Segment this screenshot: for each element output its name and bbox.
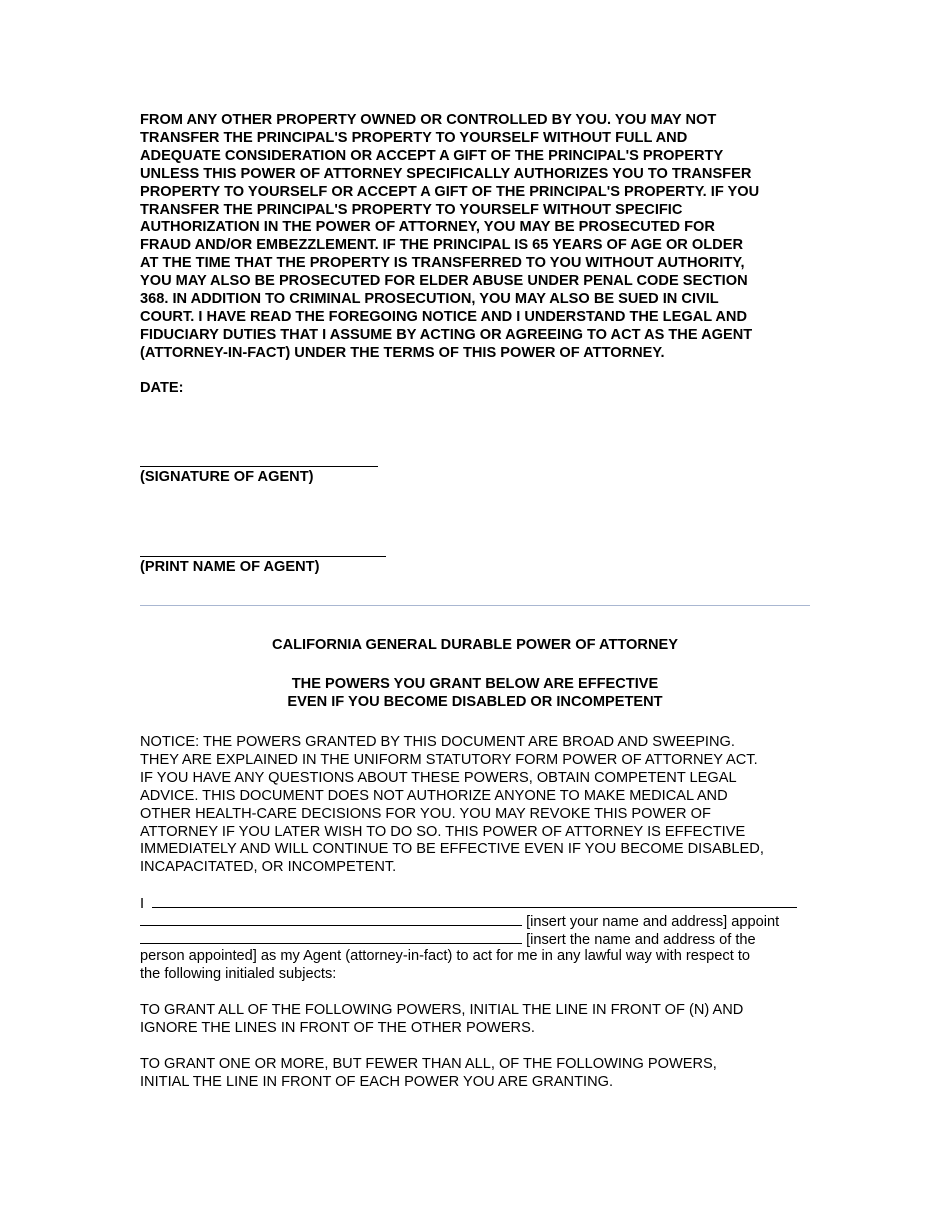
powers-notice-paragraph xyxy=(140,734,815,877)
notice-line: ADVICE. THIS DOCUMENT DOES NOT AUTHORIZE ANYONE TO MAKE MEDICAL AND xyxy=(140,787,728,804)
agent-notice-paragraph xyxy=(140,112,815,363)
notice-line: FRAUD AND/OR EMBEZZLEMENT. IF THE PRINCIPAL IS 65 YEARS OF AGE OR OLDER xyxy=(140,237,743,254)
section-divider xyxy=(140,605,810,606)
notice-line: AT THE TIME THAT THE PROPERTY IS TRANSFERRED TO YOU WITHOUT AUTHORITY, xyxy=(140,255,745,272)
appointment-line-4: the following initialed subjects: xyxy=(140,966,337,982)
notice-line: ATTORNEY IF YOU LATER WISH TO DO SO. THIS POWER OF ATTORNEY IS EFFECTIVE xyxy=(140,823,746,840)
notice-line: UNLESS THIS POWER OF ATTORNEY SPECIFICALLY AUTHORIZES YOU TO TRANSFER xyxy=(140,165,752,182)
notice-line: TRANSFER THE PRINCIPAL'S PROPERTY TO YOURSELF WITHOUT FULL AND xyxy=(140,129,688,146)
notice-line: TRANSFER THE PRINCIPAL'S PROPERTY TO YOURSELF WITHOUT SPECIFIC xyxy=(140,201,683,218)
appointment-line-3: person appointed] as my Agent (attorney-in-fact) to act for me in any lawful way with respect to xyxy=(140,948,750,964)
grant-all-line-1: TO GRANT ALL OF THE FOLLOWING POWERS, INITIAL THE LINE IN FRONT OF (N) AND xyxy=(140,1002,744,1018)
date-label: DATE: xyxy=(140,380,184,396)
subtitle-line-1: THE POWERS YOU GRANT BELOW ARE EFFECTIVE xyxy=(291,676,659,692)
insert-agent-label: [insert the name and address of the xyxy=(526,932,756,948)
notice-line: ADEQUATE CONSIDERATION OR ACCEPT A GIFT OF THE PRINCIPAL'S PROPERTY xyxy=(140,147,724,164)
grant-all-line-2: IGNORE THE LINES IN FRONT OF THE OTHER POWERS. xyxy=(140,1020,535,1036)
notice-line: FIDUCIARY DUTIES THAT I ASSUME BY ACTING OR AGREEING TO ACT AS THE AGENT xyxy=(140,326,753,343)
principal-name-field[interactable] xyxy=(152,894,797,908)
signature-label: (SIGNATURE OF AGENT) xyxy=(140,469,314,485)
notice-line: AUTHORIZATION IN THE POWER OF ATTORNEY, YOU MAY BE PROSECUTED FOR xyxy=(140,219,715,236)
notice-line: FROM ANY OTHER PROPERTY OWNED OR CONTROLLED BY YOU. YOU MAY NOT xyxy=(140,112,717,128)
notice-line: IMMEDIATELY AND WILL CONTINUE TO BE EFFECTIVE EVEN IF YOU BECOME DISABLED, xyxy=(140,841,764,858)
agent-name-field[interactable] xyxy=(140,930,522,944)
appointment-row-2 xyxy=(140,912,779,932)
signature-line[interactable] xyxy=(140,466,378,467)
page-title: CALIFORNIA GENERAL DURABLE POWER OF ATTORNEY xyxy=(272,637,678,653)
notice-line: YOU MAY ALSO BE PROSECUTED FOR ELDER ABUSE UNDER PENAL CODE SECTION xyxy=(140,273,748,290)
notice-line: INCAPACITATED, OR INCOMPETENT. xyxy=(140,859,397,876)
print-name-label: (PRINT NAME OF AGENT) xyxy=(140,559,320,575)
notice-line: 368. IN ADDITION TO CRIMINAL PROSECUTION, YOU MAY ALSO BE SUED IN CIVIL xyxy=(140,291,719,308)
notice-line: OTHER HEALTH-CARE DECISIONS FOR YOU. YOU MAY REVOKE THIS POWER OF xyxy=(140,805,711,822)
appointment-row-3 xyxy=(140,930,756,950)
insert-name-label: [insert your name and address] appoint xyxy=(526,914,780,930)
notice-line: PROPERTY TO YOURSELF OR ACCEPT A GIFT OF THE PRINCIPAL'S PROPERTY. IF YOU xyxy=(140,183,760,200)
appointment-prefix: I xyxy=(140,896,145,912)
principal-address-field[interactable] xyxy=(140,912,522,926)
subtitle-line-2: EVEN IF YOU BECOME DISABLED OR INCOMPETENT xyxy=(287,694,663,710)
notice-line: (ATTORNEY-IN-FACT) UNDER THE TERMS OF THIS POWER OF ATTORNEY. xyxy=(140,344,665,361)
print-name-line[interactable] xyxy=(140,556,386,557)
grant-some-line-1: TO GRANT ONE OR MORE, BUT FEWER THAN ALL, OF THE FOLLOWING POWERS, xyxy=(140,1056,717,1072)
notice-line: THEY ARE EXPLAINED IN THE UNIFORM STATUTORY FORM POWER OF ATTORNEY ACT. xyxy=(140,751,758,768)
notice-line: COURT. I HAVE READ THE FOREGOING NOTICE AND I UNDERSTAND THE LEGAL AND xyxy=(140,308,748,325)
notice-line: NOTICE: THE POWERS GRANTED BY THIS DOCUMENT ARE BROAD AND SWEEPING. xyxy=(140,734,735,750)
grant-some-line-2: INITIAL THE LINE IN FRONT OF EACH POWER YOU ARE GRANTING. xyxy=(140,1074,614,1090)
notice-line: IF YOU HAVE ANY QUESTIONS ABOUT THESE POWERS, OBTAIN COMPETENT LEGAL xyxy=(140,769,737,786)
appointment-row-1 xyxy=(140,894,797,914)
